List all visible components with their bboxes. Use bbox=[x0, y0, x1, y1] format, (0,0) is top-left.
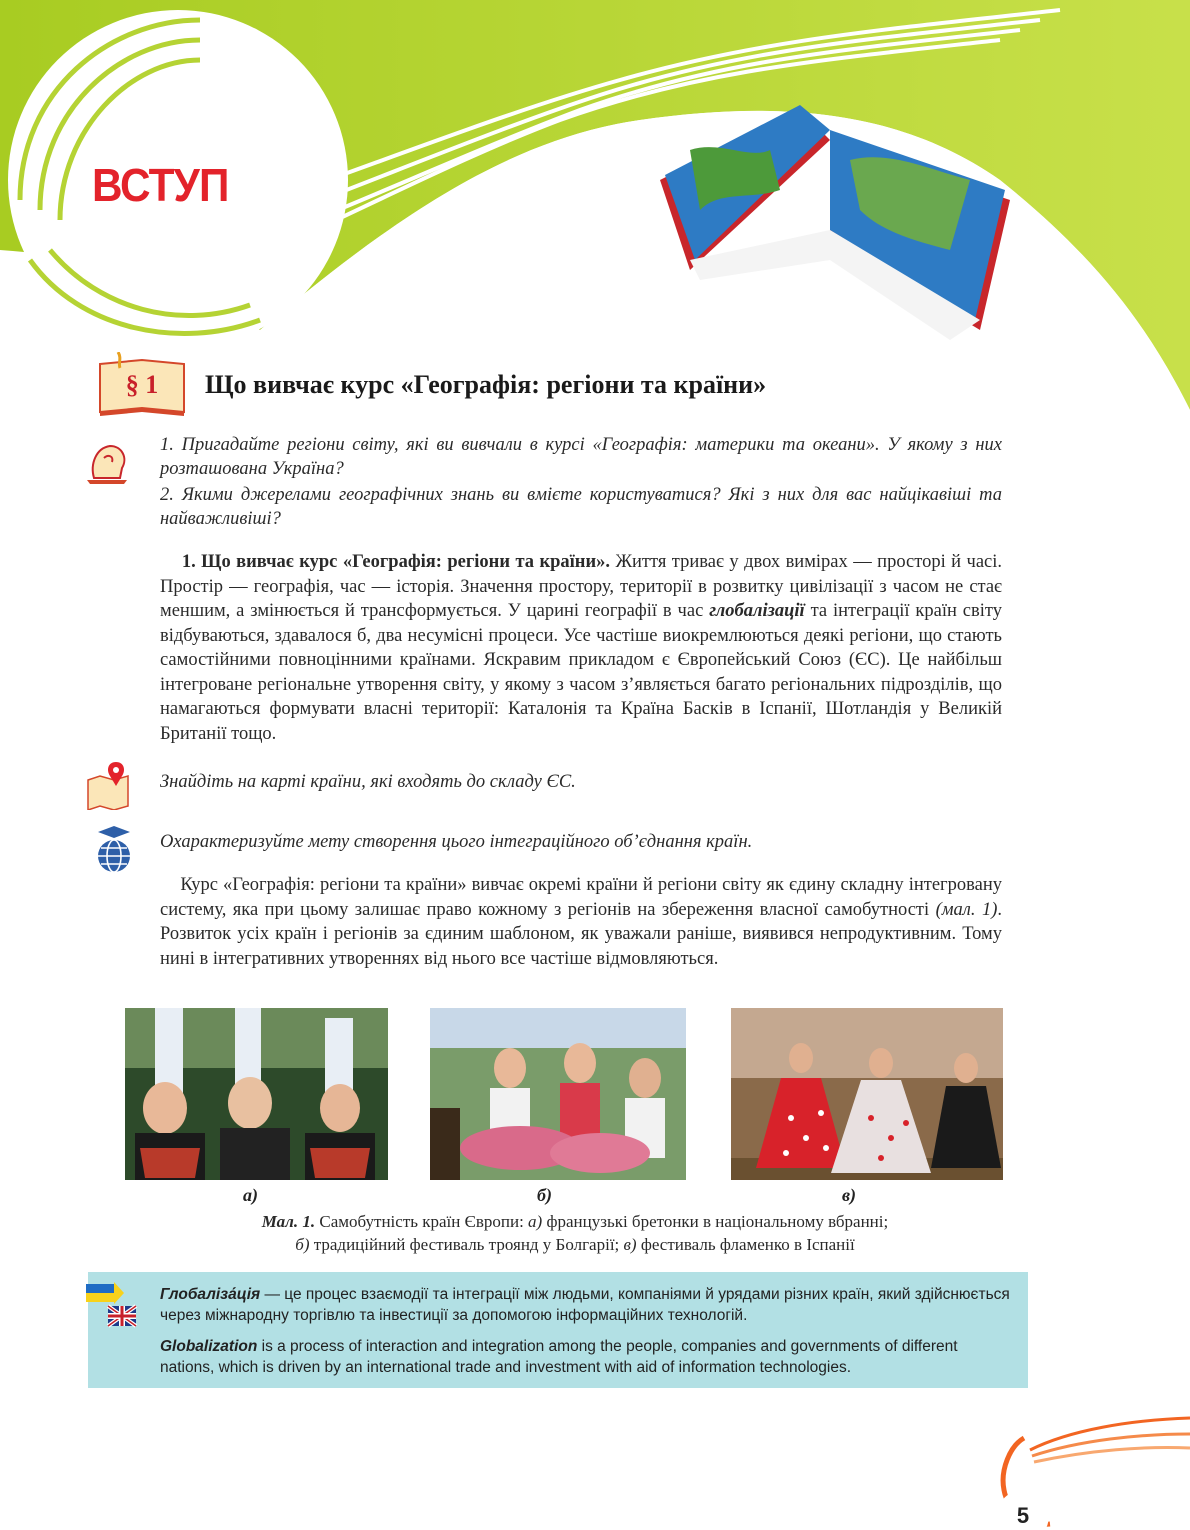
section-2-paragraph bbox=[160, 873, 1002, 971]
recall-question-2: 2. Якими джерелами географічних знань ви вмієте користуватися? Які з них для вас найцікавіші та найважливіші? bbox=[160, 485, 1002, 529]
page-number: 5 bbox=[1016, 1503, 1030, 1528]
map-pin-icon bbox=[84, 760, 134, 810]
glossary-uk-term: Глобаліза́ція bbox=[160, 1286, 261, 1303]
caption-text: Самобутність країн Європи: bbox=[315, 1212, 529, 1231]
glossary-uk-definition: — це процес взаємодії та інтеграції між людьми, компаніями й урядами різних країн, який здійснюється через міжнародну торгівлю та інвестиції за допомогою інформаційних технологій. bbox=[160, 1286, 1010, 1324]
paragraph-title: Що вивчає курс «Географія: регіони та країни» bbox=[205, 370, 767, 399]
section-2-text-b: . Розвиток усіх країн і регіонів за єдиним шаблоном, як уважали раніше, виявився непродуктивним. Тому нині в інтегративних утвореннях від нього все частіше відмовляються. bbox=[160, 899, 1002, 969]
chapter-title: ВСТУП bbox=[92, 159, 229, 211]
photo-label-a: а) bbox=[243, 1185, 258, 1205]
caption-marker-c: в) bbox=[623, 1235, 637, 1254]
photo-rose-festival bbox=[430, 1008, 686, 1180]
paragraph-number: § 1 bbox=[125, 370, 159, 399]
section-1-text-b: та інтеграції країн світу відбуваються, здавалося б, два несумісні процеси. Усе частіше виокремлюються деякі регіони, що стають самостійними повноцінними країнами. Яскравим прикладом є Європейський Союз (ЄС). Це найбільш інтегроване регіональне утворення світу, у якому з часом з’являється багато регіональних підрозділів, що намагаються формувати власні території: Каталонія та Країна Басків в Іспанії, Шотландія у Великій Британії тощо. bbox=[160, 601, 1002, 744]
map-task-text: Знайдіть на карті країни, які входять до складу ЄС. bbox=[160, 772, 576, 792]
photo-label-b: б) bbox=[537, 1185, 552, 1205]
figure-reference: (мал. 1) bbox=[935, 899, 998, 920]
caption-text: фестиваль фламенко в Іспанії bbox=[636, 1235, 855, 1254]
glossary-en-definition: is a process of interaction and integration among the people, companies and governments of different nations, which is driven by an international trade and investment with aid of information technologies. bbox=[160, 1338, 958, 1376]
caption-marker-b: б) bbox=[295, 1235, 310, 1254]
caption-text: французькі бретонки в національному вбранні; bbox=[542, 1212, 889, 1231]
globe-graduation-cap-icon bbox=[92, 824, 142, 874]
glossary-en-term: Globalization bbox=[160, 1338, 258, 1355]
caption-text: традиційний фестиваль троянд у Болгарії; bbox=[309, 1235, 624, 1254]
glossary-uk bbox=[160, 1284, 1010, 1326]
globe-task-text: Охарактеризуйте мету створення цього інтеграційного об’єднання країн. bbox=[160, 832, 753, 852]
caption-label: Мал. 1. bbox=[261, 1212, 316, 1231]
photo-flamenco-festival bbox=[731, 1008, 1003, 1180]
figure-caption bbox=[120, 1210, 1030, 1256]
section-1-paragraph bbox=[160, 550, 1002, 746]
section-1-text-a: Життя триває у двох вимірах — просторі й часі. Простір — географія, час — історія. Значення простору, території в розвитку цивілізації з часом не стає меншим, а змінюється й трансформується. У царині географії в час bbox=[160, 552, 1003, 621]
recall-head-icon bbox=[82, 436, 132, 486]
section-2-text-a: Курс «Географія: регіони та країни» вивчає окремі країни й регіони світу як єдину складну інтегровану систему, яка при цьому залишає право кожному з регіонів на збереження власної самобутності bbox=[160, 875, 1002, 920]
section-1-heading: 1. Що вивчає курс «Географія: регіони та країни». bbox=[181, 552, 610, 572]
photo-breton-women bbox=[125, 1008, 388, 1180]
glossary-en bbox=[160, 1336, 1010, 1378]
caption-marker-a: а) bbox=[528, 1212, 543, 1231]
ukrainian-british-flags-icon bbox=[84, 1280, 140, 1330]
term-globalization: глобалізації bbox=[709, 601, 805, 621]
recall-question-1: 1. Пригадайте регіони світу, які ви вивчали в курсі «Географія: материки та океани». У якому з них розташована Україна? bbox=[160, 435, 1002, 479]
photo-label-c: в) bbox=[842, 1185, 857, 1205]
